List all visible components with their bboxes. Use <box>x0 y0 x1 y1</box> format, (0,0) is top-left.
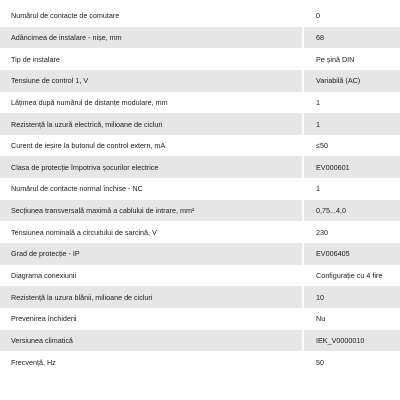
spec-row <box>0 27 400 49</box>
spec-value: 0,75...4,0 <box>316 206 346 216</box>
spec-row <box>0 178 400 200</box>
spec-value: 1 <box>316 184 320 194</box>
spec-row <box>0 286 400 308</box>
spec-label: Lățimea după numărul de distanțe modulare, mm <box>11 97 168 107</box>
spec-label: Tensiune de control 1, V <box>11 76 89 86</box>
spec-value: 0 <box>316 11 320 21</box>
spec-row <box>0 113 400 135</box>
spec-label: Clasa de protecție împotriva șocurilor electrice <box>11 162 159 172</box>
spec-label: Frecvență, Hz <box>11 357 56 367</box>
spec-label: Rezistență la uzura blănii, milioane de cicluri <box>11 292 153 302</box>
spec-value: EV000601 <box>316 162 350 172</box>
spec-value: 50 <box>316 357 324 367</box>
spec-value: Nu <box>316 314 326 324</box>
spec-label: Diagrama conexiunii <box>11 271 77 280</box>
spec-row <box>0 265 400 287</box>
spec-row <box>0 200 400 222</box>
spec-row <box>0 243 400 265</box>
spec-label: Rezistență la uzură electrică, milioane de cicluri <box>11 119 163 129</box>
spec-row <box>0 351 400 373</box>
spec-row <box>0 156 400 178</box>
spec-value: 230 <box>316 227 328 237</box>
spec-label: Tip de instalare <box>11 54 60 64</box>
spec-row <box>0 5 400 27</box>
spec-value: EV006405 <box>316 249 350 259</box>
spec-label: Versiunea climatică <box>11 335 73 345</box>
spec-row <box>0 70 400 92</box>
spec-value: 10 <box>316 292 324 302</box>
spec-row <box>0 308 400 330</box>
spec-value: Pe șină DIN <box>316 54 355 64</box>
spec-row <box>0 330 400 352</box>
spec-label: Grad de protecție - IP <box>11 249 80 259</box>
spec-row <box>0 48 400 70</box>
spec-value: 1 <box>316 119 320 129</box>
spec-row <box>0 92 400 114</box>
spec-label: Numărul de contacte de comutare <box>11 11 120 21</box>
spec-value: 1 <box>316 97 320 107</box>
spec-label: Adâncimea de instalare - nișe, mm <box>11 32 122 42</box>
spec-label: Prevenirea închiderii <box>11 314 77 324</box>
spec-value: Variabilă (AC) <box>316 76 361 86</box>
spec-value: Configurație cu 4 fire <box>316 271 383 280</box>
spec-row <box>0 135 400 157</box>
spec-label: Secțiunea transversală maximă a cablului de intrare, mm² <box>11 206 195 216</box>
spec-value: IEK_V0000010 <box>316 335 365 345</box>
spec-value: ≤50 <box>316 141 328 151</box>
spec-row <box>0 221 400 243</box>
specifications-table <box>0 5 400 373</box>
spec-label: Curent de ieșire la butonul de control extern, mA <box>11 141 166 151</box>
spec-label: Tensiunea nominală a circuitului de sarcină, V <box>11 227 157 237</box>
spec-value: 68 <box>316 32 324 42</box>
spec-label: Numărul de contacte normal închise - NC <box>11 184 143 194</box>
